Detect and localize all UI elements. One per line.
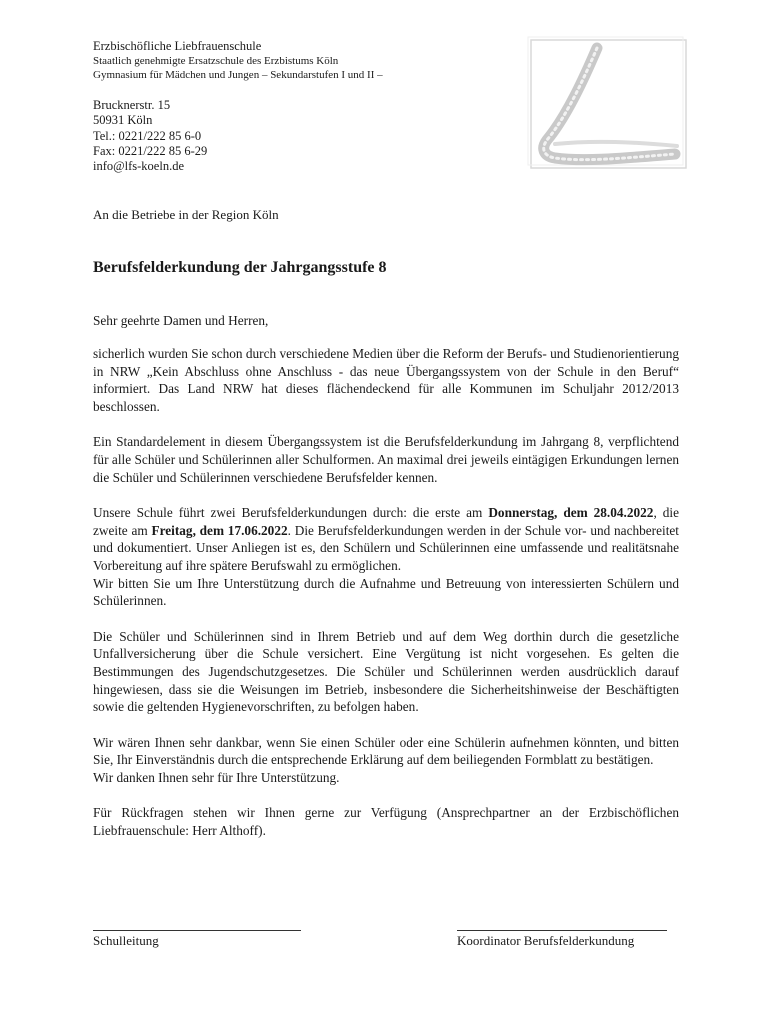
paragraph-thanks: Wir danken Ihnen sehr für Ihre Unterstützung. — [93, 769, 340, 785]
paragraph-contact: Für Rückfragen stehen wir Ihnen gerne zur Verfügung (Ansprechpartner an der Erzbischöflichen Liebfrauenschule: Herr Althoff). — [93, 805, 679, 839]
paragraph-support-request: Wir bitten Sie um Ihre Unterstützung durch die Aufnahme und Betreuung von interessierten Schülern und Schülerinnen. — [93, 575, 679, 609]
paragraph-acceptance: Wir wären Ihnen sehr dankbar, wenn Sie einen Schüler oder eine Schülerin aufnehmen könnten, und bitten Sie, Ihr Einverständnis durch die entsprechende Erklärung auf dem beiliegenden Formblatt zu bestätigen. — [93, 734, 679, 768]
date-second: Freitag, dem 17.06.2022 — [151, 522, 288, 538]
address-fax: Fax: 0221/222 85 6-29 — [93, 143, 208, 158]
letterhead — [93, 39, 523, 82]
signature-label-left: Schulleitung — [93, 933, 159, 948]
school-name: Erzbischöfliche Liebfrauenschule — [93, 39, 262, 53]
letter-title: Berufsfelderkundung der Jahrgangsstufe 8 — [93, 259, 387, 276]
school-subtitle-1: Staatlich genehmigte Ersatzschule des Erzbistums Köln — [93, 55, 339, 67]
school-subtitle-2: Gymnasium für Mädchen und Jungen – Sekundarstufen I und II – — [93, 69, 383, 81]
address-street: Brucknerstr. 15 — [93, 98, 171, 112]
paragraph-reform: sicherlich wurden Sie schon durch verschiedene Medien über die Reform der Berufs- und Studienorientierung in NRW „Kein Abschluss ohne Anschluss - das neue Übergangssystem von der Schule in den Beruf“ informiert. Das Land NRW hat dieses flächendeckend für alle Kommunen im Schuljahr 2012/2013 beschlossen. — [93, 346, 679, 414]
paragraph-standard-element: Ein Standardelement in diesem Übergangssystem ist die Berufsfelderkundung im Jahrgang 8, verpflichtend für alle Schüler und Schülerinnen aller Schulformen. An maximal drei jeweils eintägigen Erkundungen lernen die Schüler und Schülerinnen verschiedene Berufsfelder kennen. — [93, 434, 679, 485]
recipient-line: An die Betriebe in der Region Köln — [93, 207, 279, 222]
school-address — [93, 98, 207, 174]
signature-line-left — [93, 930, 301, 931]
school-logo — [525, 36, 693, 174]
signature-label-right: Koordinator Berufsfelderkundung — [457, 933, 635, 948]
address-city: 50931 Köln — [93, 113, 153, 128]
address-phone: Tel.: 0221/222 85 6-0 — [93, 128, 202, 143]
salutation: Sehr geehrte Damen und Herren, — [93, 313, 269, 328]
letter-body — [93, 345, 679, 858]
paragraph-dates: Unsere Schule führt zwei Berufsfelderkundungen durch: die erste am Donnerstag, dem 28.04.2022, die zweite am Freitag, dem 17.06.2022. Die Berufsfelderkundungen werden in der Schule vor- und nachbereitet und dokumentiert. Unser Anliegen ist es, den Schülern und Schülerinnen eine umfassende und realitätsnahe Vorbereitung auf ihre spätere Berufswahl zu ermöglichen. — [93, 505, 679, 573]
paragraph-insurance: Die Schüler und Schülerinnen sind in Ihrem Betrieb und auf dem Weg dorthin durch die gesetzliche Unfallversicherung über die Schule versichert. Eine Vergütung ist nicht vorgesehen. Es gelten die Bestimmungen des Jugendschutzgesetzes. Die Schüler und Schülerinnen werden ausdrücklich darauf hingewiesen, dass sie die Weisungen im Betrieb, insbesondere die Sicherheitshinweise der Beschäftigten sowie die geltenden Hygienevorschriften, zu befolgen haben. — [93, 628, 679, 715]
address-email: info@lfs-koeln.de — [93, 159, 185, 174]
date-first: Donnerstag, dem 28.04.2022 — [488, 505, 654, 521]
signature-line-right — [457, 930, 667, 931]
